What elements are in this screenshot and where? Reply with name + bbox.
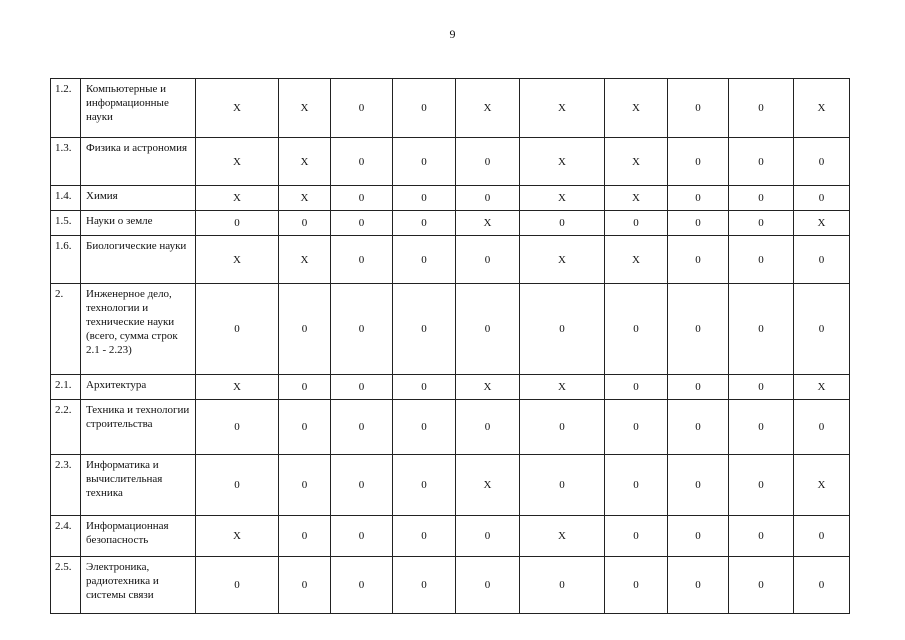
row-number: 1.3.	[51, 138, 81, 186]
value-cell: 0	[520, 284, 605, 375]
value-cell: 0	[668, 375, 729, 400]
row-number: 2.2.	[51, 400, 81, 455]
value-cell: 0	[331, 79, 393, 138]
value-cell: 0	[668, 138, 729, 186]
value-cell: 0	[196, 211, 279, 236]
value-cell: 0	[331, 375, 393, 400]
value-cell: 0	[668, 557, 729, 614]
row-name: Химия	[81, 186, 196, 211]
row-name: Компьютерные и информационные науки	[81, 79, 196, 138]
data-table	[50, 78, 850, 614]
value-cell: 0	[331, 400, 393, 455]
value-cell: 0	[605, 211, 668, 236]
value-cell: 0	[196, 455, 279, 516]
value-cell: Х	[520, 79, 605, 138]
value-cell: 0	[456, 516, 520, 557]
value-cell: 0	[331, 455, 393, 516]
value-cell: 0	[393, 211, 456, 236]
value-cell: Х	[520, 516, 605, 557]
value-cell: 0	[605, 516, 668, 557]
value-cell: 0	[729, 375, 794, 400]
value-cell: 0	[729, 138, 794, 186]
value-cell: Х	[196, 186, 279, 211]
value-cell: 0	[279, 557, 331, 614]
value-cell: 0	[520, 400, 605, 455]
value-cell: 0	[279, 516, 331, 557]
value-cell: Х	[279, 236, 331, 284]
value-cell: 0	[668, 236, 729, 284]
value-cell: 0	[729, 211, 794, 236]
row-number: 2.1.	[51, 375, 81, 400]
value-cell: 0	[668, 211, 729, 236]
value-cell: 0	[393, 455, 456, 516]
value-cell: Х	[520, 236, 605, 284]
value-cell: 0	[605, 455, 668, 516]
value-cell: 0	[520, 455, 605, 516]
value-cell: 0	[393, 400, 456, 455]
value-cell: 0	[729, 186, 794, 211]
value-cell: 0	[668, 79, 729, 138]
value-cell: Х	[605, 186, 668, 211]
table-row	[51, 516, 850, 557]
value-cell: Х	[196, 375, 279, 400]
value-cell: Х	[794, 211, 850, 236]
value-cell: 0	[331, 516, 393, 557]
value-cell: 0	[605, 284, 668, 375]
row-name: Биологические науки	[81, 236, 196, 284]
value-cell: 0	[279, 284, 331, 375]
value-cell: Х	[196, 138, 279, 186]
row-number: 2.5.	[51, 557, 81, 614]
value-cell: 0	[520, 211, 605, 236]
value-cell: 0	[393, 375, 456, 400]
value-cell: 0	[729, 284, 794, 375]
table-row	[51, 138, 850, 186]
value-cell: 0	[331, 284, 393, 375]
value-cell: 0	[794, 186, 850, 211]
value-cell: 0	[196, 284, 279, 375]
value-cell: 0	[794, 557, 850, 614]
value-cell: 0	[331, 557, 393, 614]
value-cell: Х	[456, 455, 520, 516]
value-cell: Х	[605, 79, 668, 138]
table-row	[51, 400, 850, 455]
value-cell: 0	[196, 557, 279, 614]
table-row	[51, 79, 850, 138]
value-cell: 0	[279, 455, 331, 516]
value-cell: Х	[520, 186, 605, 211]
value-cell: Х	[520, 138, 605, 186]
value-cell: 0	[393, 284, 456, 375]
row-number: 1.2.	[51, 79, 81, 138]
row-name: Информатика и вычислительная техника	[81, 455, 196, 516]
row-name: Информационная безопасность	[81, 516, 196, 557]
value-cell: 0	[794, 138, 850, 186]
value-cell: Х	[794, 375, 850, 400]
value-cell: 0	[393, 557, 456, 614]
value-cell: 0	[331, 186, 393, 211]
value-cell: 0	[393, 236, 456, 284]
value-cell: 0	[794, 284, 850, 375]
value-cell: 0	[393, 186, 456, 211]
value-cell: 0	[456, 186, 520, 211]
value-cell: 0	[729, 557, 794, 614]
table-row	[51, 455, 850, 516]
value-cell: Х	[456, 211, 520, 236]
value-cell: 0	[729, 516, 794, 557]
value-cell: Х	[520, 375, 605, 400]
value-cell: 0	[279, 375, 331, 400]
value-cell: 0	[520, 557, 605, 614]
value-cell: 0	[668, 516, 729, 557]
page-number: 9	[449, 27, 456, 41]
row-number: 1.4.	[51, 186, 81, 211]
value-cell: 0	[331, 236, 393, 284]
value-cell: 0	[393, 138, 456, 186]
value-cell: 0	[729, 455, 794, 516]
value-cell: 0	[279, 211, 331, 236]
row-name: Электроника, радиотехника и системы связи	[81, 557, 196, 614]
value-cell: 0	[331, 211, 393, 236]
value-cell: 0	[456, 236, 520, 284]
value-cell: Х	[196, 236, 279, 284]
value-cell: Х	[279, 186, 331, 211]
value-cell: 0	[393, 516, 456, 557]
value-cell: 0	[794, 236, 850, 284]
value-cell: Х	[456, 375, 520, 400]
table-row	[51, 211, 850, 236]
row-number: 1.5.	[51, 211, 81, 236]
value-cell: Х	[196, 516, 279, 557]
value-cell: Х	[794, 79, 850, 138]
table-row	[51, 284, 850, 375]
value-cell: Х	[279, 79, 331, 138]
value-cell: Х	[794, 455, 850, 516]
row-name: Архитектура	[81, 375, 196, 400]
row-name: Инженерное дело, технологии и технические науки (всего, сумма строк 2.1 - 2.23)	[81, 284, 196, 375]
value-cell: 0	[331, 138, 393, 186]
table-row	[51, 557, 850, 614]
value-cell: Х	[279, 138, 331, 186]
value-cell: 0	[456, 284, 520, 375]
row-name: Техника и технологии строительства	[81, 400, 196, 455]
value-cell: 0	[794, 516, 850, 557]
value-cell: 0	[605, 375, 668, 400]
table-row	[51, 186, 850, 211]
value-cell: 0	[605, 557, 668, 614]
table-row	[51, 375, 850, 400]
value-cell: 0	[729, 236, 794, 284]
value-cell: 0	[279, 400, 331, 455]
value-cell: 0	[668, 455, 729, 516]
row-number: 2.4.	[51, 516, 81, 557]
value-cell: 0	[393, 79, 456, 138]
value-cell: 0	[668, 400, 729, 455]
value-cell: 0	[668, 284, 729, 375]
row-number: 2.	[51, 284, 81, 375]
value-cell: 0	[605, 400, 668, 455]
row-name: Науки о земле	[81, 211, 196, 236]
row-number: 1.6.	[51, 236, 81, 284]
value-cell: Х	[605, 138, 668, 186]
value-cell: 0	[196, 400, 279, 455]
row-number: 2.3.	[51, 455, 81, 516]
value-cell: Х	[456, 79, 520, 138]
value-cell: 0	[456, 138, 520, 186]
value-cell: Х	[196, 79, 279, 138]
value-cell: 0	[456, 557, 520, 614]
row-name: Физика и астрономия	[81, 138, 196, 186]
table-body	[51, 79, 850, 614]
value-cell: 0	[794, 400, 850, 455]
value-cell: 0	[729, 79, 794, 138]
value-cell: 0	[729, 400, 794, 455]
table-row	[51, 236, 850, 284]
value-cell: 0	[668, 186, 729, 211]
value-cell: Х	[605, 236, 668, 284]
value-cell: 0	[456, 400, 520, 455]
